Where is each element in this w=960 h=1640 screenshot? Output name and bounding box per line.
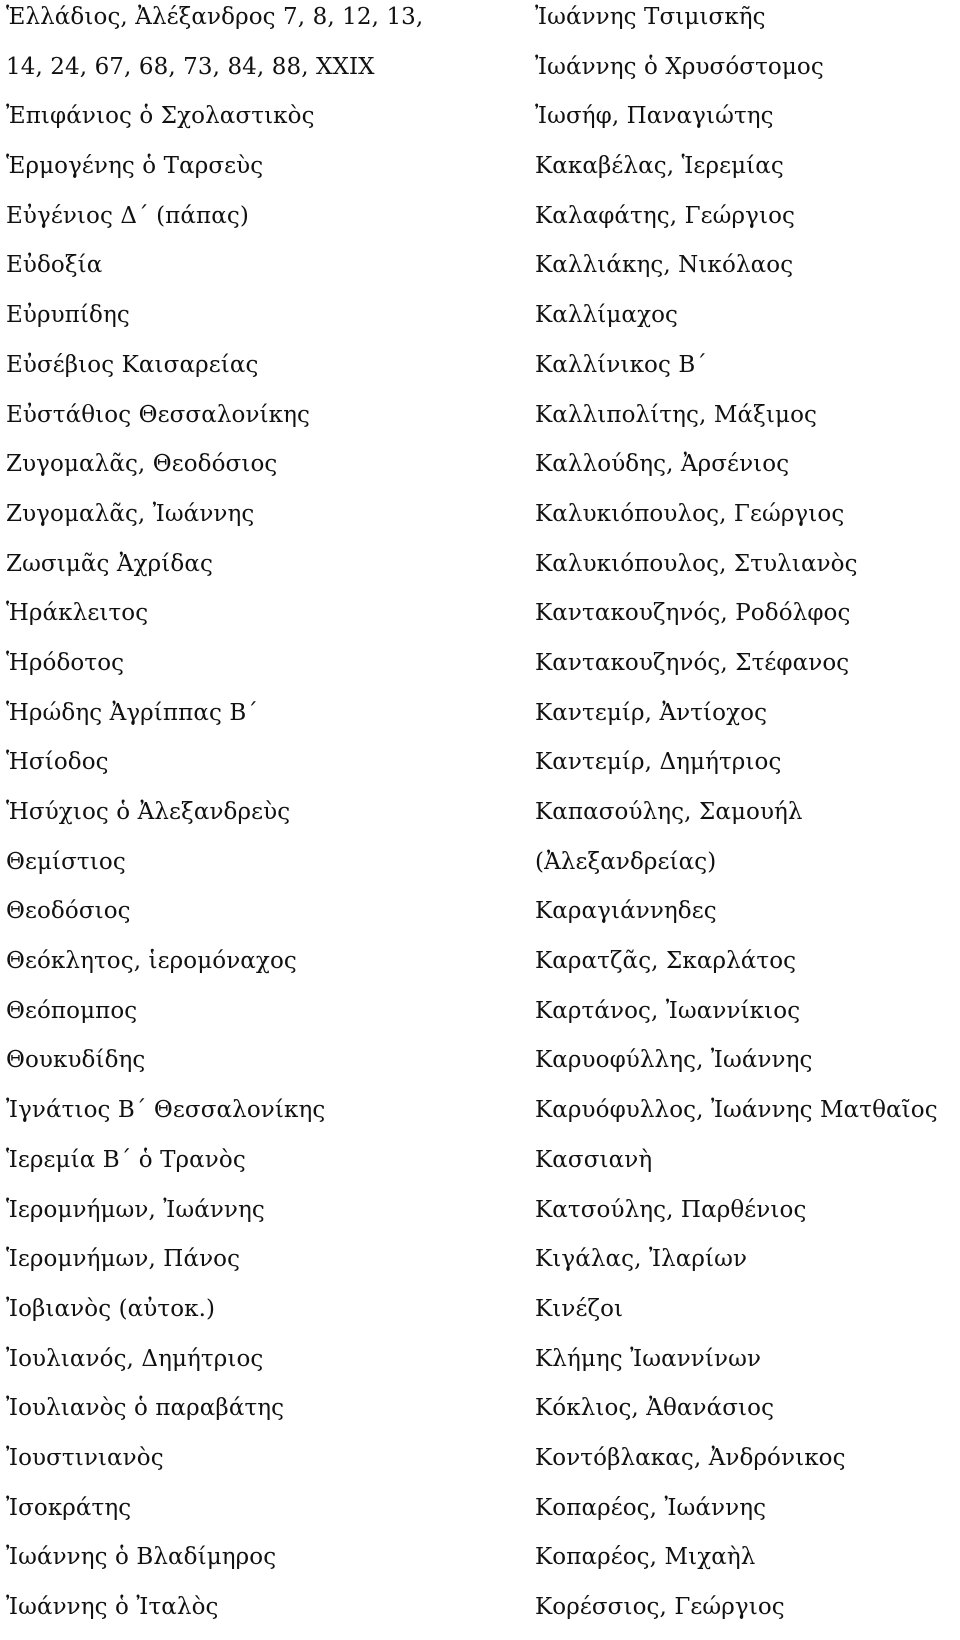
index-entry: Καρυοφύλλης, Ἰωάννης bbox=[535, 1047, 813, 1074]
index-entry: Καλλίμαχος bbox=[535, 302, 679, 329]
index-entry: Κατσούλης, Παρθένιος bbox=[535, 1196, 807, 1223]
index-entry: Ζυγομαλᾶς, Θεοδόσιος bbox=[6, 451, 278, 478]
index-entry: Εὐρυπίδης bbox=[6, 302, 130, 329]
index-entry: Ἰωάννης ὁ Χρυσόστομος bbox=[535, 53, 824, 80]
index-column-right bbox=[535, 0, 955, 1640]
index-entry: Καλλίνικος Β΄ bbox=[535, 351, 708, 378]
index-entry: Ἰωάννης ὁ Ἰταλὸς bbox=[6, 1594, 219, 1620]
index-entry: Θεόκλητος, ἱερομόναχος bbox=[6, 948, 297, 975]
index-entry: Κορέσσιος, Γεώργιος bbox=[535, 1594, 785, 1620]
index-entry: Καπασούλης, Σαμουήλ bbox=[535, 799, 803, 825]
index-entry: Ἰωάννης Τσιμισκῆς bbox=[535, 4, 766, 30]
index-entry: Ἰωσήφ, Παναγιώτης bbox=[535, 103, 774, 130]
index-entry: Ἰοβιανὸς (αὐτοκ.) bbox=[6, 1295, 216, 1322]
index-entry: Καντακουζηνός, Ροδόλφος bbox=[535, 600, 851, 627]
index-entry: Κακαβέλας, Ἱερεμίας bbox=[535, 153, 784, 180]
index-entry: Ἡσίοδος bbox=[6, 749, 109, 776]
index-entry: Εὐστάθιος Θεσσαλονίκης bbox=[6, 401, 310, 428]
index-entry: Ἡρόδοτος bbox=[6, 649, 125, 676]
index-entry: Ἡσύχιος ὁ Ἀλεξανδρεὺς bbox=[6, 799, 291, 825]
index-entry: Ζυγομαλᾶς, Ἰωάννης bbox=[6, 500, 255, 527]
index-entry: Κιγάλας, Ἰλαρίων bbox=[535, 1246, 748, 1273]
index-entry: Εὐδοξία bbox=[6, 252, 103, 279]
index-entry: Καρατζᾶς, Σκαρλάτος bbox=[535, 948, 797, 975]
index-entry: Κοπαρέος, Μιχαὴλ bbox=[535, 1544, 756, 1571]
index-entry: Καλλούδης, Ἀρσένιος bbox=[535, 451, 790, 478]
index-entry: Θεμίστιος bbox=[6, 848, 126, 875]
index-entry: Ἡρώδης Ἀγρίππας Β΄ bbox=[6, 699, 258, 726]
index-entry: Καντακουζηνός, Στέφανος bbox=[535, 649, 850, 676]
index-entry: Καλυκιόπουλος, Στυλιανὸς bbox=[535, 550, 858, 577]
index-entry: Καλυκιόπουλος, Γεώργιος bbox=[535, 500, 845, 527]
index-entry: Καρτάνος, Ἰωαννίκιος bbox=[535, 997, 801, 1024]
index-entry: Ζωσιμᾶς Ἀχρίδας bbox=[6, 550, 213, 577]
index-entry: Ἡράκλειτος bbox=[6, 600, 149, 627]
index-entry: Ἑλλάδιος, Ἀλέξανδρος 7, 8, 12, 13, bbox=[6, 4, 424, 30]
index-entry: Ἱερομνήμων, Ἰωάννης bbox=[6, 1196, 265, 1223]
index-entry: Καλλιάκης, Νικόλαος bbox=[535, 252, 794, 279]
index-entry: Θεόπομπος bbox=[6, 997, 138, 1024]
index-entry: Ἐπιφάνιος ὁ Σχολαστικὸς bbox=[6, 103, 315, 130]
index-entry: Καλλιπολίτης, Μάξιμος bbox=[535, 401, 817, 428]
index-entry: Ἰωάννης ὁ Βλαδίμηρος bbox=[6, 1544, 277, 1571]
index-entry: (Ἀλεξανδρείας) bbox=[535, 848, 717, 875]
index-entry: Ἰουστινιανὸς bbox=[6, 1444, 164, 1471]
index-entry: Καντεμίρ, Ἀντίοχος bbox=[535, 699, 768, 726]
index-entry: Εὐσέβιος Καισαρείας bbox=[6, 351, 259, 378]
index-entry: Ἱερομνήμων, Πάνος bbox=[6, 1246, 241, 1273]
index-entry: 14, 24, 67, 68, 73, 84, 88, XXIX bbox=[6, 53, 375, 80]
index-entry: Ἰγνάτιος Β΄ Θεσσαλονίκης bbox=[6, 1097, 326, 1124]
index-entry: Κόκλιος, Ἀθανάσιος bbox=[535, 1395, 775, 1422]
index-entry: Κινέζοι bbox=[535, 1295, 624, 1322]
index-entry: Καρυόφυλλος, Ἰωάννης Ματθαῖος bbox=[535, 1097, 938, 1124]
index-entry: Ἰουλιανός, Δημήτριος bbox=[6, 1345, 264, 1372]
index-entry: Καντεμίρ, Δημήτριος bbox=[535, 749, 782, 776]
index-entry: Ἱερεμία Β΄ ὁ Τρανὸς bbox=[6, 1146, 246, 1173]
index-entry: Καραγιάννηδες bbox=[535, 898, 717, 925]
index-entry: Ἰουλιανὸς ὁ παραβάτης bbox=[6, 1395, 285, 1422]
index-entry: Θουκυδίδης bbox=[6, 1047, 146, 1074]
index-entry: Καλαφάτης, Γεώργιος bbox=[535, 202, 796, 229]
index-entry: Θεοδόσιος bbox=[6, 898, 131, 925]
index-entry: Κοπαρέος, Ἰωάννης bbox=[535, 1494, 767, 1521]
index-entry: Ἰσοκράτης bbox=[6, 1494, 132, 1521]
index-column-left bbox=[6, 0, 496, 1640]
index-entry: Ἑρμογένης ὁ Ταρσεὺς bbox=[6, 153, 264, 180]
index-entry: Κοντόβλακας, Ἀνδρόνικος bbox=[535, 1444, 846, 1471]
index-entry: Κασσιανὴ bbox=[535, 1146, 653, 1173]
index-entry: Εὐγένιος Δ΄ (πάπας) bbox=[6, 202, 249, 229]
index-entry: Κλήμης Ἰωαννίνων bbox=[535, 1345, 762, 1372]
